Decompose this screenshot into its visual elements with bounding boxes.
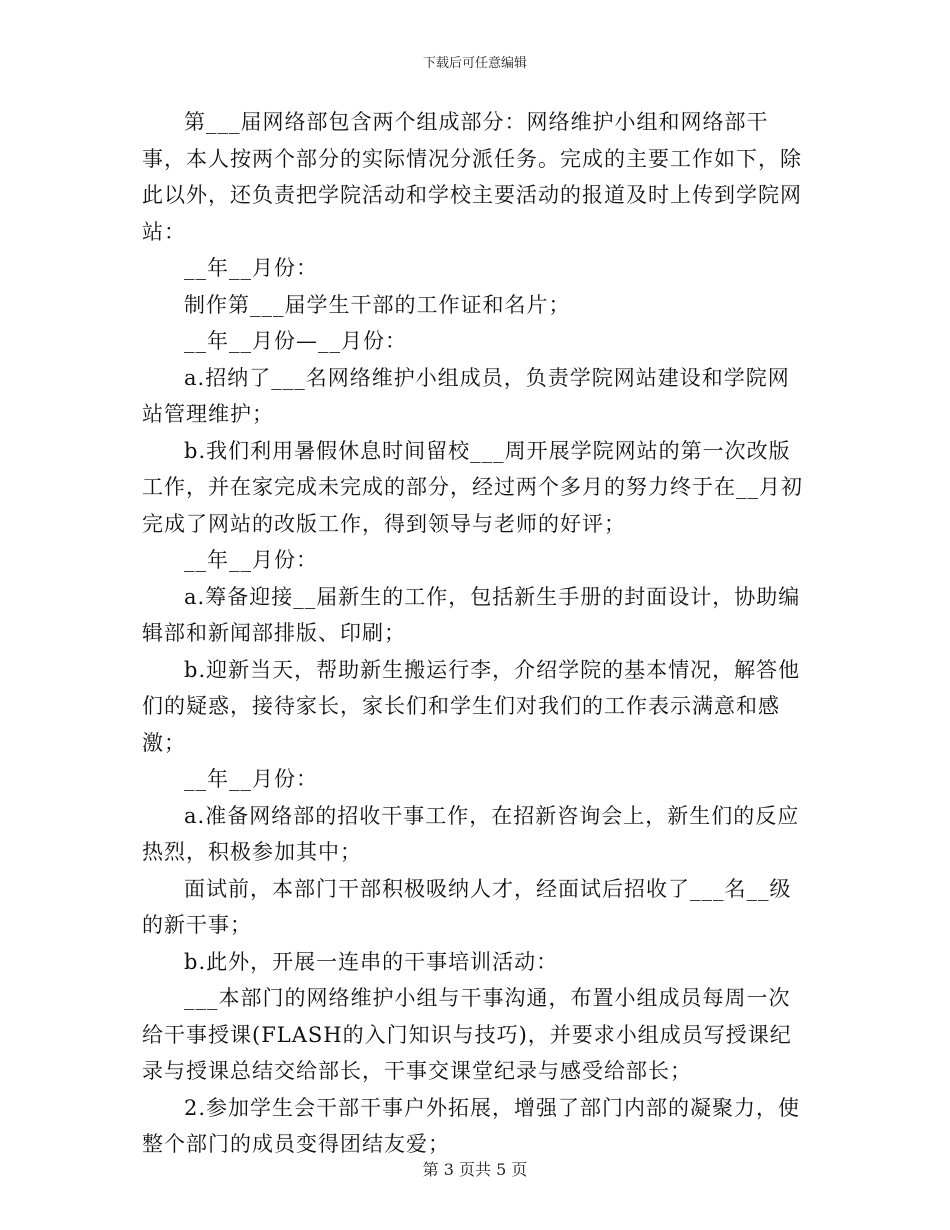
document-body — [142, 104, 808, 1163]
page-footer: 第 3 页共 5 页 — [422, 1160, 528, 1179]
paragraph: a.准备网络部的招收干事工作，在招新咨询会上，新生们的反应热烈，积极参加其中； — [142, 803, 800, 864]
paragraph: b.迎新当天，帮助新生搬运行李，介绍学院的基本情况，解答他们的疑惑，接待家长，家长们和学生们对我们的工作表示满意和感激； — [142, 657, 801, 755]
paragraph: b.我们利用暑假休息时间留校___周开展学院网站的第一次改版工作，并在家完成未完成的部分，经过两个多月的努力终于在__月初完成了网站的改版工作，得到领导与老师的好评； — [142, 438, 803, 536]
paragraph: __年__月份—__月份： — [184, 329, 407, 353]
paragraph: b.此外，开展一连串的干事培训活动： — [184, 949, 559, 974]
paragraph: a.招纳了___名网络维护小组成员，负责学院网站建设和学院网站管理维护； — [142, 365, 790, 426]
paragraph: 第___届网络部包含两个组成部分：网络维护小组和网络部干事，本人按两个部分的实际情况分派任务。完成的主要工作如下，除此以外，还负责把学院活动和学校主要活动的报道及时上传到学院网站： — [142, 110, 802, 244]
paragraph: 制作第___届学生干部的工作证和名片； — [184, 292, 571, 317]
page-header: 下载后可任意编辑 — [422, 56, 527, 71]
paragraph: __年__月份： — [184, 548, 318, 572]
paragraph: a.筹备迎接__届新生的工作，包括新生手册的封面设计，协助编辑部和新闻部排版、印刷； — [142, 584, 801, 645]
paragraph: ___本部门的网络维护小组与干事沟通，布置小组成员每周一次给干事授课(FLASH的入门知识与技巧)，并要求小组成员写授课纪录与授课总结交给部长，干事交课堂纪录与感受给部长； — [142, 986, 792, 1083]
paragraph: __年__月份： — [184, 767, 318, 791]
paragraph: __年__月份： — [184, 256, 318, 280]
paragraph: 2.参加学生会干部干事户外拓展，增强了部门内部的凝聚力，使整个部门的成员变得团结友爱； — [142, 1095, 801, 1156]
paragraph: 面试前，本部门干部积极吸纳人才，经面试后招收了___名__级的新干事； — [142, 876, 792, 937]
